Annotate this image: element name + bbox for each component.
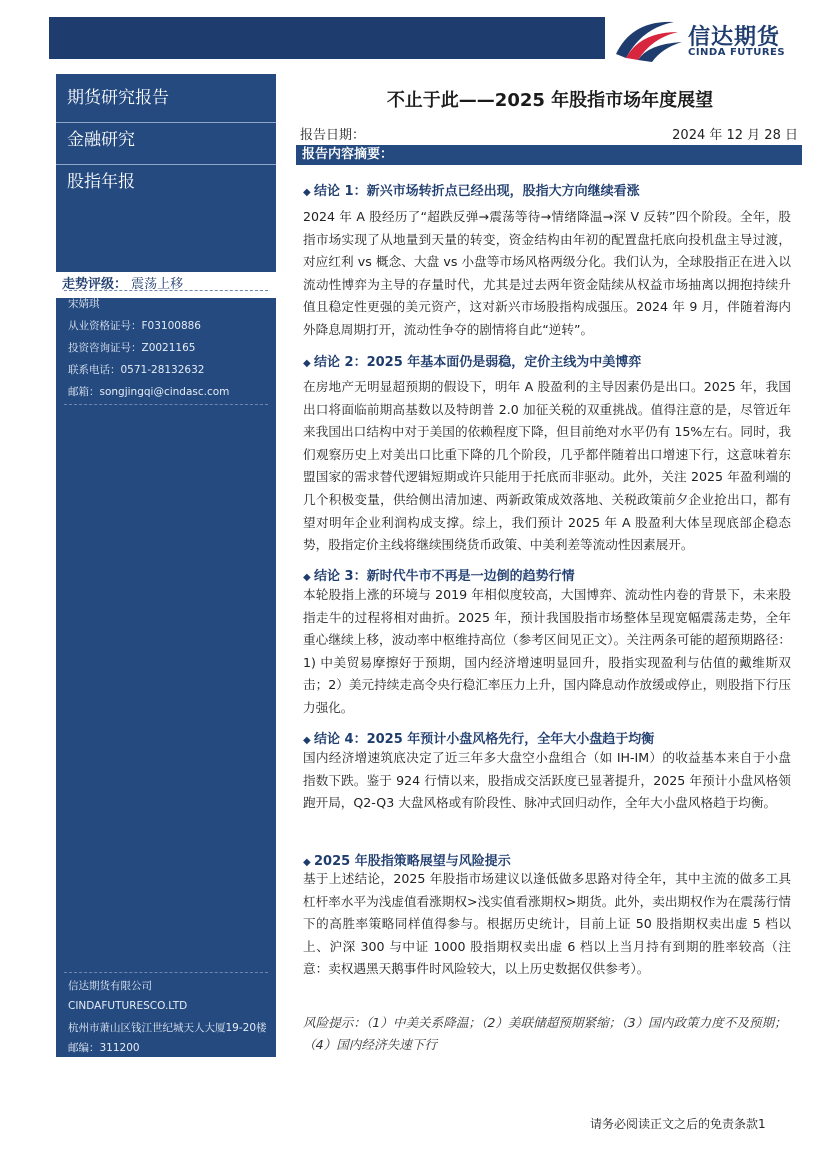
company-site: CINDAFUTURESCO.LTD [68, 1000, 188, 1012]
section-heading-text: 2025 年股指策略展望与风险提示 [314, 854, 511, 869]
section-heading-text: 结论 3：新时代牛市不再是一边倒的趋势行情 [314, 569, 575, 584]
section-heading-2 [303, 351, 641, 370]
diamond-bullet-icon: ◆ [303, 735, 311, 746]
diamond-bullet-icon: ◆ [303, 572, 311, 583]
report-date-label: 报告日期： [300, 128, 366, 143]
risk-warning: 风险提示：（1）中美关系降温；（2）美联储超预期紧缩；（3）国内政策力度不及预期；（4）国内经济失速下行 [303, 1015, 787, 1052]
analyst-phone: 联系电话：0571-28132632 [68, 364, 205, 376]
company-postcode: 邮编：311200 [68, 1042, 140, 1054]
trend-rating [56, 272, 276, 298]
diamond-bullet-icon: ◆ [303, 358, 311, 369]
sidebar-dashed-divider [64, 404, 268, 405]
section-heading-text: 结论 1：新兴市场转折点已经出现，股指大方向继续看涨 [314, 184, 640, 199]
section-body-4: 国内经济增速筑底决定了近三年多大盘空小盘组合（如 IH-IM）的收益基本来自于小盘指数下跌。鉴于 924 行情以来，股指成交活跃度已显著提升，2025 年预计小盘风格领跑开局，Q2-Q3 大盘风格或有阶段性、脉冲式回归动作，全年大小盘风格趋于均衡。 [303, 750, 791, 811]
summary-header: 报告内容摘要： [296, 145, 802, 165]
sidebar-dashed-divider [64, 290, 268, 291]
section-heading-text: 结论 2：2025 年基本面仍是弱稳，定价主线为中美博弈 [314, 355, 642, 370]
analyst-consult-license: 投资咨询证号：Z0021165 [68, 342, 196, 354]
company-address: 杭州市萧山区钱江世纪城天人大厦19-20楼 [68, 1022, 267, 1034]
report-title: 不止于此——2025 年股指市场年度展望 [386, 90, 714, 111]
section-heading-4 [303, 728, 654, 747]
analyst-name: 宋婧琪 [68, 298, 100, 310]
section-body-3: 本轮股指上涨的环境与 2019 年相似度较高，大国博弈、流动性内卷的背景下，未来股指走牛的过程将相对曲折。2025 年，预计我国股指市场整体呈现宽幅震荡走势，全年重心继续上移，波动率中枢维持高位（参考区间见正文）。关注两条可能的超预期路径：1) 中美贸易摩擦好于预期，国内经济增速明显回升，股指实现盈利与估值的戴维斯双击；2）美元持续走高令央行稳汇率压力上升，国内降息动作放缓或停止，则股指下行压力强化。 [303, 587, 791, 715]
sidebar [56, 74, 276, 1057]
disclaimer-note: 请务必阅读正文之后的免责条款1 [590, 1117, 766, 1131]
logo-en-text: CINDA FUTURES [688, 47, 786, 58]
section-body-2: 在房地产无明显超预期的假设下，明年 A 股盈利的主导因素仍是出口。2025 年，我国出口将面临前期高基数以及特朗普 2.0 加征关税的双重挑战。值得注意的是，尽管近年来我国出口结构中对于美国的依赖程度下降，但目前绝对水平仍有 15%左右。同时，我们观察历史上对美出口比重下降的几个阶段，几乎都伴随着出口增速下行，这意味着东盟国家的需求替代逻辑短期或许只能用于托底而非驱动。此外，关注 2025 年盈利端的几个积极变量，供给侧出清加速、两新政策成效落地、关税政策前夕企业抢出口，都有望对明年企业利润构成支撑。综上，我们预计 2025 年 A 股盈利大体呈现底部企稳态势，股指定价主线将继续围绕货币政策、中美利差等流动性因素展开。 [303, 379, 791, 553]
company-logo [612, 14, 802, 62]
analyst-license: 从业资格证号：F03100886 [68, 320, 201, 332]
sidebar-category-annual: 股指年报 [67, 172, 135, 192]
header-bar [49, 17, 605, 59]
sidebar-category-research: 金融研究 [67, 130, 135, 150]
section-heading-text: 结论 4：2025 年预计小盘风格先行，全年大小盘趋于均衡 [314, 732, 655, 747]
section-heading-3 [303, 565, 575, 584]
report-date-value: 2024 年 12 月 28 日 [672, 128, 798, 143]
sidebar-dashed-divider [64, 972, 268, 973]
company-name: 信达期货有限公司 [68, 980, 152, 992]
trend-rating-value: 震荡上移 [131, 277, 184, 292]
logo-swoosh-icon [612, 14, 684, 62]
section-body-1: 2024 年 A 股经历了“超跌反弹→震荡等待→情绪降温→深 V 反转”四个阶段。全年，股指市场实现了从地量到天量的转变，资金结构由年初的配置盘托底向投机盘主导过渡，对应红利 vs 概念、大盘 vs 小盘等市场风格两级分化。我们认为，全球股指正在进入以流动性博弈为主导的存量时代，尤其是过去两年资金陆续从权益市场抽离以拥抱持续升值且稳定性更强的美元资产，这对新兴市场股指构成强压。2024 年 9 月，伴随着海内外降息周期打开，流动性争夺的剧情将自此“逆转”。 [303, 209, 791, 337]
trend-rating-label: 走势评级： [62, 277, 128, 292]
logo-cn-text: 信达期货 [688, 25, 781, 50]
section-heading-5 [303, 850, 511, 869]
analyst-email: 邮箱：songjingqi@cindasc.com [68, 386, 230, 398]
diamond-bullet-icon: ◆ [303, 187, 311, 198]
section-heading-1 [303, 180, 640, 199]
section-body-5: 基于上述结论，2025 年股指市场建议以逢低做多思路对待全年，其中主流的做多工具杠杆率水平为浅虚值看涨期权>浅实值看涨期权>期货。此外，卖出期权作为在震荡行情下的高胜率策略同样值得参与。根据历史统计，目前上证 50 股指期权卖出虚 5 档以上、沪深 300 与中证 1000 股指期权卖出虚 6 档以上当月持有到期的胜率较高（注意：卖权遇黑天鹅事件时风险较大，以上历史数据仅供参考）。 [303, 871, 791, 977]
sidebar-category-report-type: 期货研究报告 [67, 88, 169, 108]
diamond-bullet-icon: ◆ [303, 857, 311, 868]
